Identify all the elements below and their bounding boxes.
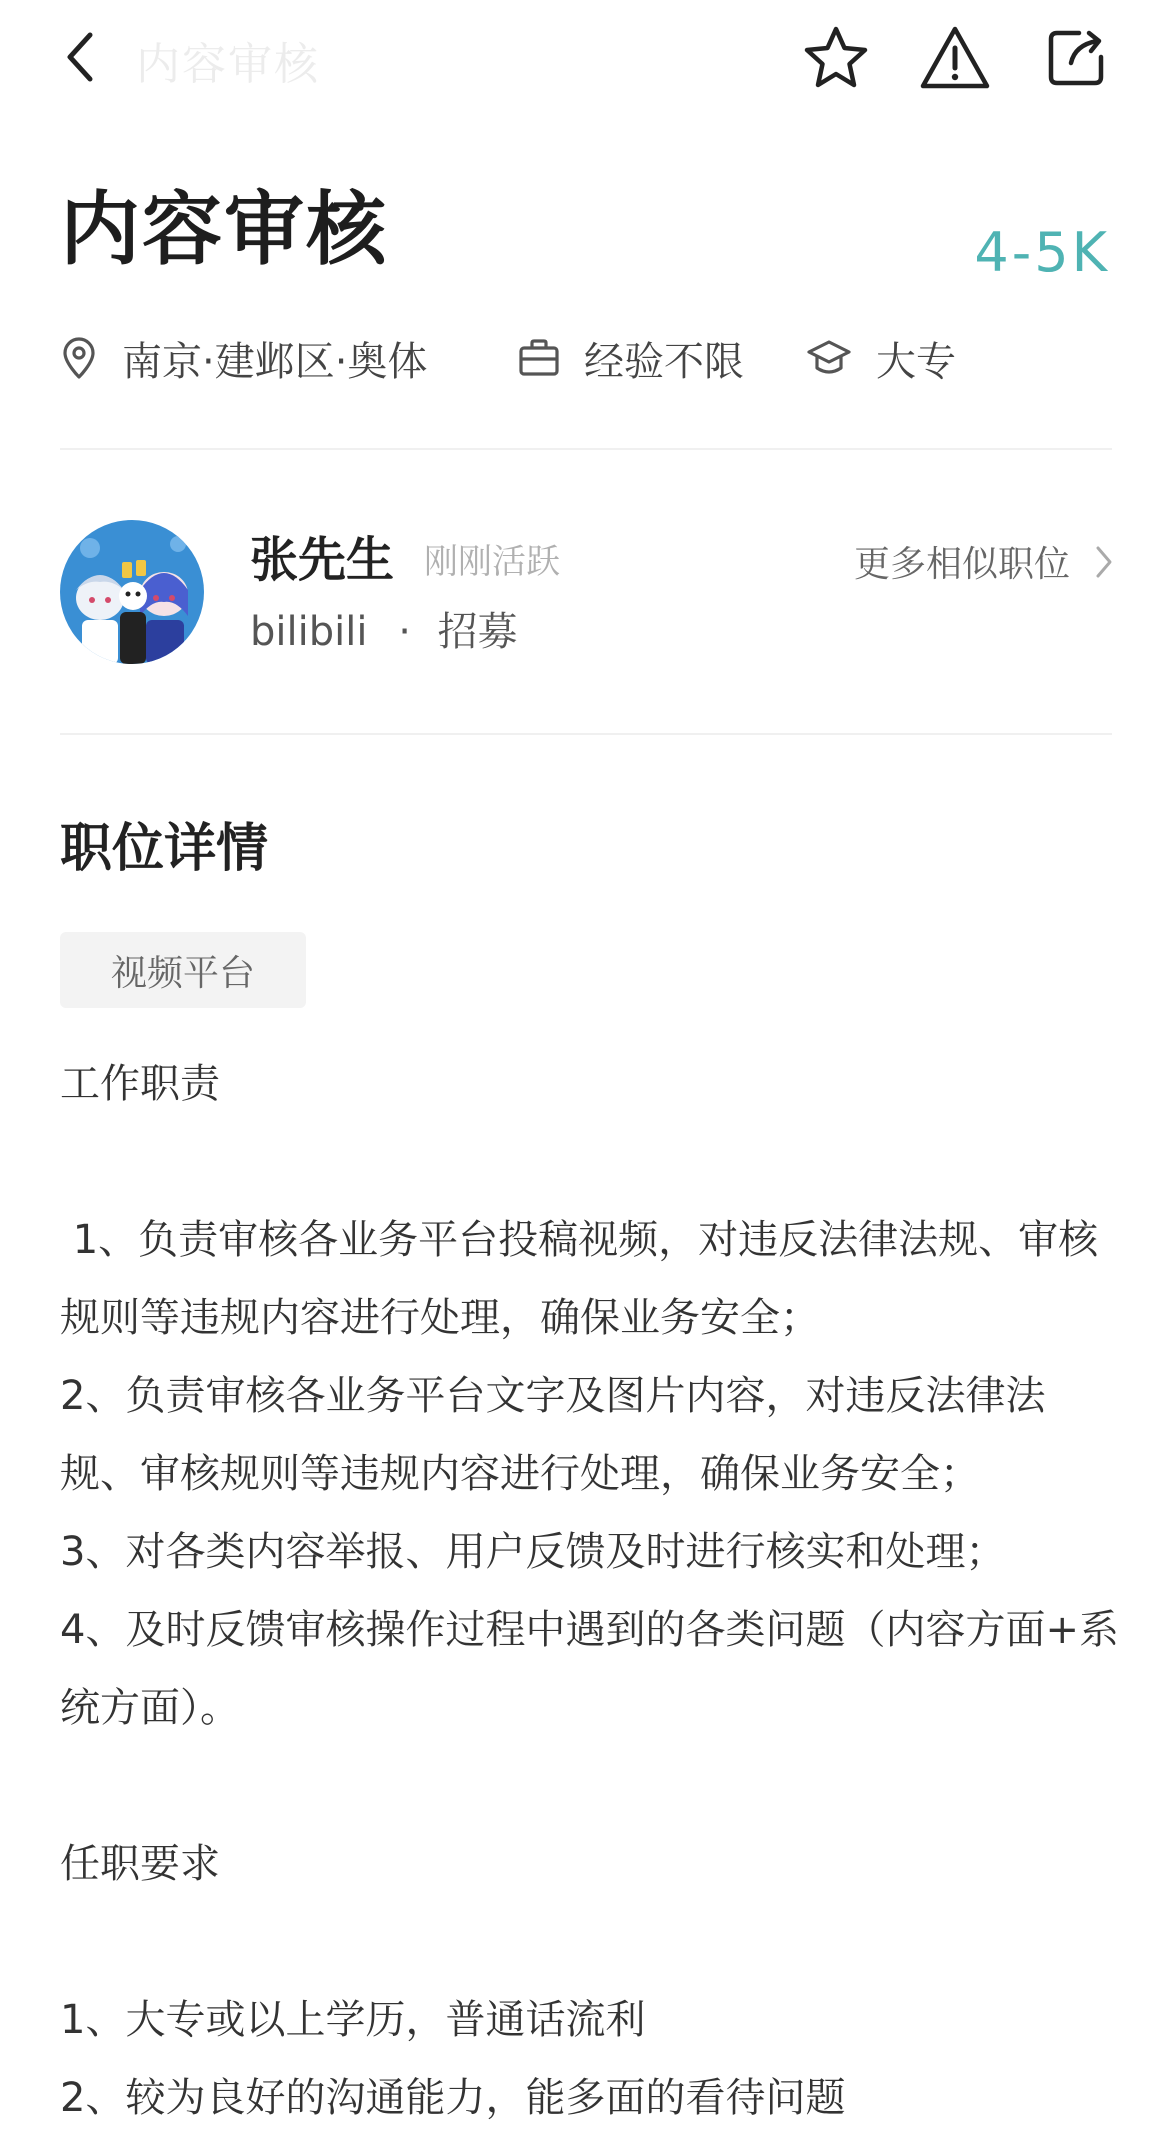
separator-dot: · xyxy=(398,609,411,655)
graduation-cap-icon xyxy=(806,338,852,378)
share-icon xyxy=(1045,27,1107,89)
experience-meta xyxy=(518,330,806,387)
more-similar-label: 更多相似职位 xyxy=(853,544,1070,585)
location-meta xyxy=(60,330,518,387)
top-nav-bar xyxy=(0,0,1170,115)
avatar-image xyxy=(60,520,204,664)
company-line xyxy=(250,608,518,656)
recruiter-role: 招募 xyxy=(437,609,518,655)
location-pin-icon xyxy=(60,336,98,380)
experience-text: 经验不限 xyxy=(584,338,744,385)
favorite-button[interactable] xyxy=(798,20,874,96)
location-text: 南京·建邺区·奥体 xyxy=(122,338,428,385)
company-name: bilibili xyxy=(250,609,368,655)
salary-range: 4-5K xyxy=(974,221,1110,284)
star-icon xyxy=(802,24,870,92)
job-title: 内容审核 xyxy=(60,183,388,276)
briefcase-icon xyxy=(518,338,560,378)
back-button[interactable] xyxy=(50,22,110,92)
job-meta-row xyxy=(60,330,956,386)
active-status: 刚刚活跃 xyxy=(424,542,560,582)
job-tag: 视频平台 xyxy=(60,932,306,1008)
warning-triangle-icon xyxy=(919,24,991,92)
education-meta xyxy=(806,330,956,387)
recruiter-name: 张先生 xyxy=(250,532,395,588)
education-text: 大专 xyxy=(876,338,956,385)
chevron-right-icon xyxy=(1094,544,1114,580)
share-button[interactable] xyxy=(1038,20,1114,96)
section-title-job-details: 职位详情 xyxy=(60,819,269,879)
divider xyxy=(60,448,1112,450)
recruiter-avatar[interactable] xyxy=(60,520,204,664)
report-button[interactable] xyxy=(917,20,993,96)
divider xyxy=(60,733,1112,735)
more-similar-jobs-link[interactable] xyxy=(854,536,1114,587)
chevron-left-icon xyxy=(62,29,98,85)
job-description: 工作职责 1、负责审核各业务平台投稿视频，对违反法律法规、审核规则等违规内容进行处理，确保业务安全； 2、负责审核各业务平台文字及图片内容，对违反法律法规、审核规则等违规内容进行处理，确保业务安全； 3、对各类内容举报、用户反馈及时进行核实和处理； 4、及时反馈审核操作过程中遇到的各类问题（内容方面+系统方面）。 任职要求 1、大专或以上学历，普通话流利 2、较为良好的沟通能力，能多面的看待问题 xyxy=(60,1061,1119,2121)
nav-title: 内容审核 xyxy=(136,39,320,90)
